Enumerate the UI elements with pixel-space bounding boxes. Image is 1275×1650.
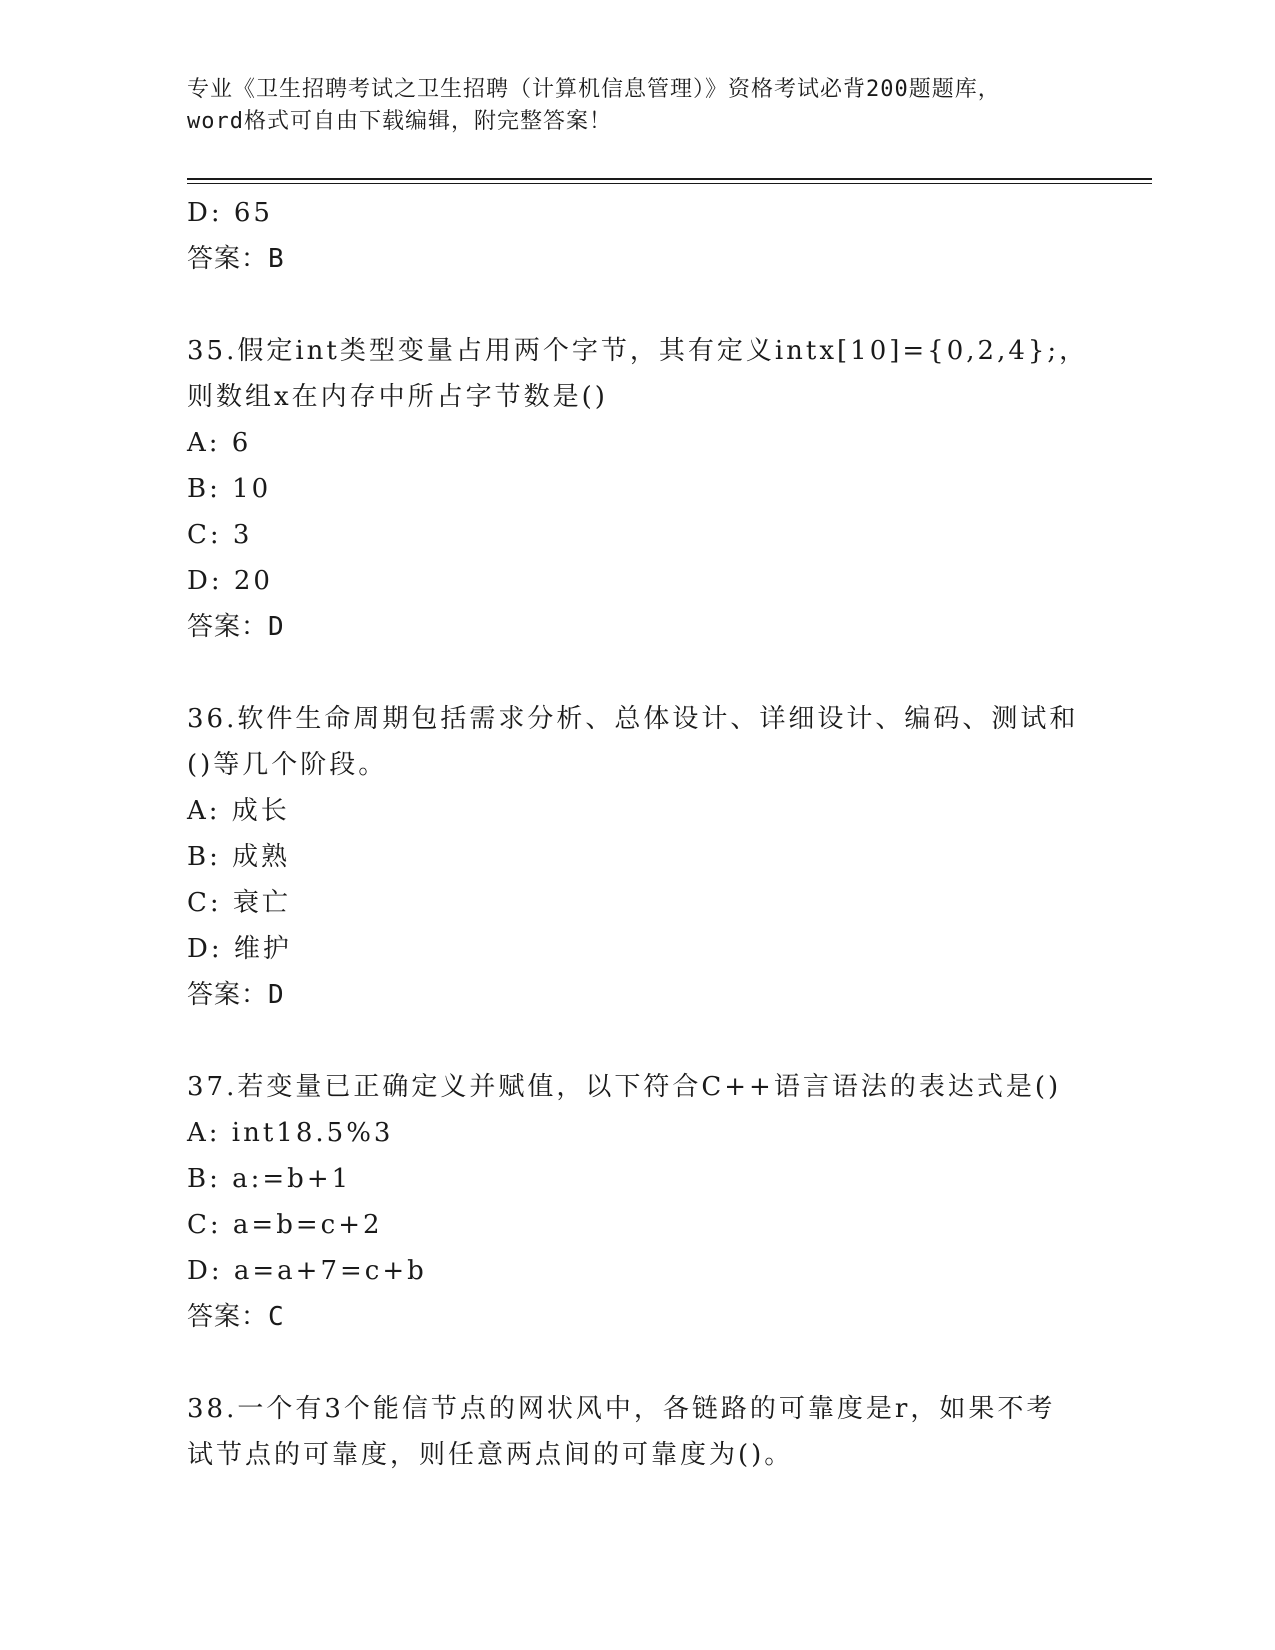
spacer	[187, 1018, 1087, 1064]
header-rule-thin	[187, 183, 1152, 184]
option-d: D: 65	[187, 198, 273, 228]
option-c: C: a=b=c+2	[187, 1210, 383, 1240]
question-35	[187, 328, 1087, 650]
question-text: 36.软件生命周期包括需求分析、总体设计、详细设计、编码、测试和	[187, 704, 1079, 734]
header-rule-thick	[187, 178, 1152, 180]
option-c: C: 衰亡	[187, 888, 291, 918]
answer-line: 答案：D	[187, 612, 285, 642]
spacer	[187, 1340, 1087, 1386]
question-36	[187, 696, 1087, 1018]
option-d: D: 20	[187, 566, 273, 596]
header-title-line-2: word格式可自由下载编辑，附完整答案！	[187, 109, 612, 134]
question-37	[187, 1064, 1087, 1340]
option-a: A: 6	[187, 428, 252, 458]
option-a: A: int18.5%3	[187, 1118, 394, 1148]
header-title-line-1: 专业《卫生招聘考试之卫生招聘（计算机信息管理）》资格考试必背200题题库，	[187, 77, 1001, 102]
option-b: B: 10	[187, 474, 272, 504]
option-d: D: a=a+7=c+b	[187, 1256, 427, 1286]
question-text: 38.一个有3个能信节点的网状风中，各链路的可靠度是r，如果不考	[187, 1394, 1056, 1424]
question-text: 则数组x在内存中所占字节数是()	[187, 382, 608, 412]
option-d: D: 维护	[187, 934, 292, 964]
question-38	[187, 1386, 1087, 1478]
question-list	[187, 190, 1087, 1478]
answer-line: 答案：B	[187, 244, 285, 274]
question-text: 37.若变量已正确定义并赋值，以下符合C++语言语法的表达式是()	[187, 1072, 1062, 1102]
spacer	[187, 282, 1087, 328]
question-text: 35.假定int类型变量占用两个字节，其有定义intx[10]={0,2,4};，	[187, 336, 1089, 366]
option-b: B: a:=b+1	[187, 1164, 352, 1194]
answer-line: 答案：D	[187, 980, 285, 1010]
option-c: C: 3	[187, 520, 253, 550]
spacer	[187, 650, 1087, 696]
document-header	[187, 74, 1087, 138]
option-a: A: 成长	[187, 796, 290, 826]
option-b: B: 成熟	[187, 842, 291, 872]
question-text: ()等几个阶段。	[187, 750, 388, 780]
answer-line: 答案：C	[187, 1302, 285, 1332]
question-text: 试节点的可靠度，则任意两点间的可靠度为()。	[187, 1440, 794, 1470]
